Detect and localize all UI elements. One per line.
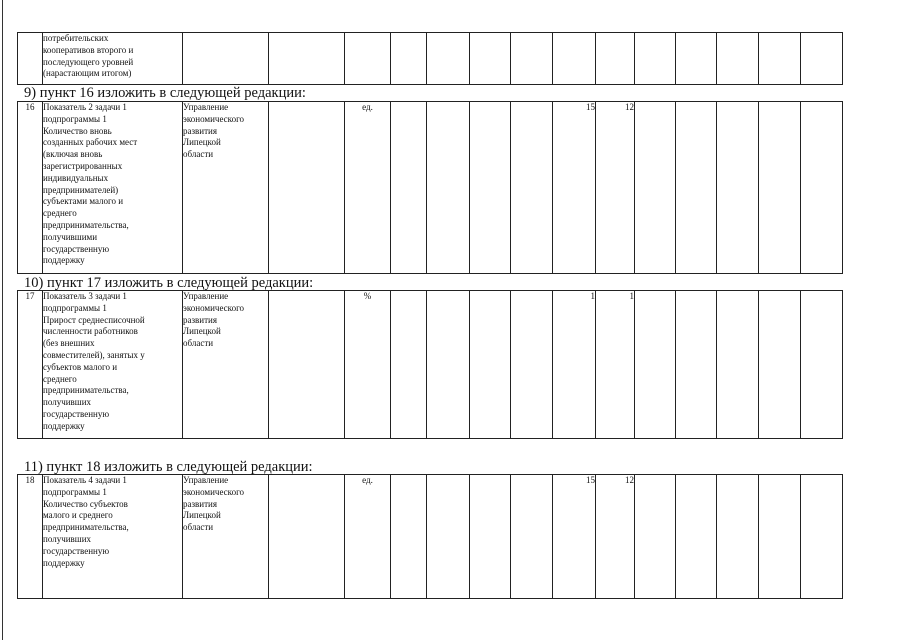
table-row xyxy=(18,475,843,599)
indicator-name-cell xyxy=(43,291,183,439)
unit-cell: ед. xyxy=(345,102,391,274)
section-heading-11: 11) пункт 18 изложить в следующей редакции: xyxy=(24,459,313,475)
row-number-cell: 18 xyxy=(18,475,43,599)
indicator-name-cell xyxy=(43,475,183,599)
indicator-name-text: Показатель 3 задачи 1 подпрограммы 1 Прирост среднесписочной численности работников (без внешних совместителей), занятых у субъектов малого и среднего предпринимательства, получивших государственную поддержку xyxy=(43,291,145,431)
section-heading-10: 10) пункт 17 изложить в следующей редакции: xyxy=(24,275,314,291)
table-continuation xyxy=(17,32,843,85)
indicator-name-cell xyxy=(43,102,183,274)
responsible-cell xyxy=(183,475,269,599)
left-margin-rule xyxy=(2,0,3,640)
value-cell-2: 1 xyxy=(596,291,635,439)
table-row xyxy=(18,102,843,274)
indicator-name-text: Показатель 4 задачи 1 подпрограммы 1 Количество субъектов малого и среднего предпринимательства, получивших государственную поддержку xyxy=(43,475,129,568)
unit-cell: % xyxy=(345,291,391,439)
table-item-16 xyxy=(17,101,843,274)
value-cell-2: 12 xyxy=(596,475,635,599)
value-cell-1: 15 xyxy=(553,102,596,274)
unit-cell: ед. xyxy=(345,475,391,599)
table-row xyxy=(18,291,843,439)
table-item-18 xyxy=(17,474,843,599)
responsible-text: Управление экономического развития Липецкой области xyxy=(183,475,245,533)
row-number-cell xyxy=(18,33,43,85)
section-heading-9: 9) пункт 16 изложить в следующей редакции: xyxy=(24,85,306,101)
responsible-text: Управление экономического развития Липецкой области xyxy=(183,102,245,160)
responsible-cell xyxy=(183,291,269,439)
row-number-cell: 17 xyxy=(18,291,43,439)
table-row xyxy=(18,33,843,85)
responsible-text: Управление экономического развития Липецкой области xyxy=(183,291,245,349)
responsible-cell xyxy=(183,102,269,274)
table-item-17 xyxy=(17,290,843,439)
row-number-cell: 16 xyxy=(18,102,43,274)
indicator-name-text: потребительских кооперативов второго и последующего уровней (нарастающим итогом) xyxy=(43,33,134,79)
indicator-name-text: Показатель 2 задачи 1 подпрограммы 1 Количество вновь созданных рабочих мест (включая вновь зарегистрированных индивидуальных предпринимателей) субъектами малого и среднего предпринимательства, получившими государственную поддержку xyxy=(43,102,138,266)
indicator-name-cell xyxy=(43,33,183,85)
value-cell-1: 15 xyxy=(553,475,596,599)
value-cell-1: 1 xyxy=(553,291,596,439)
value-cell-2: 12 xyxy=(596,102,635,274)
